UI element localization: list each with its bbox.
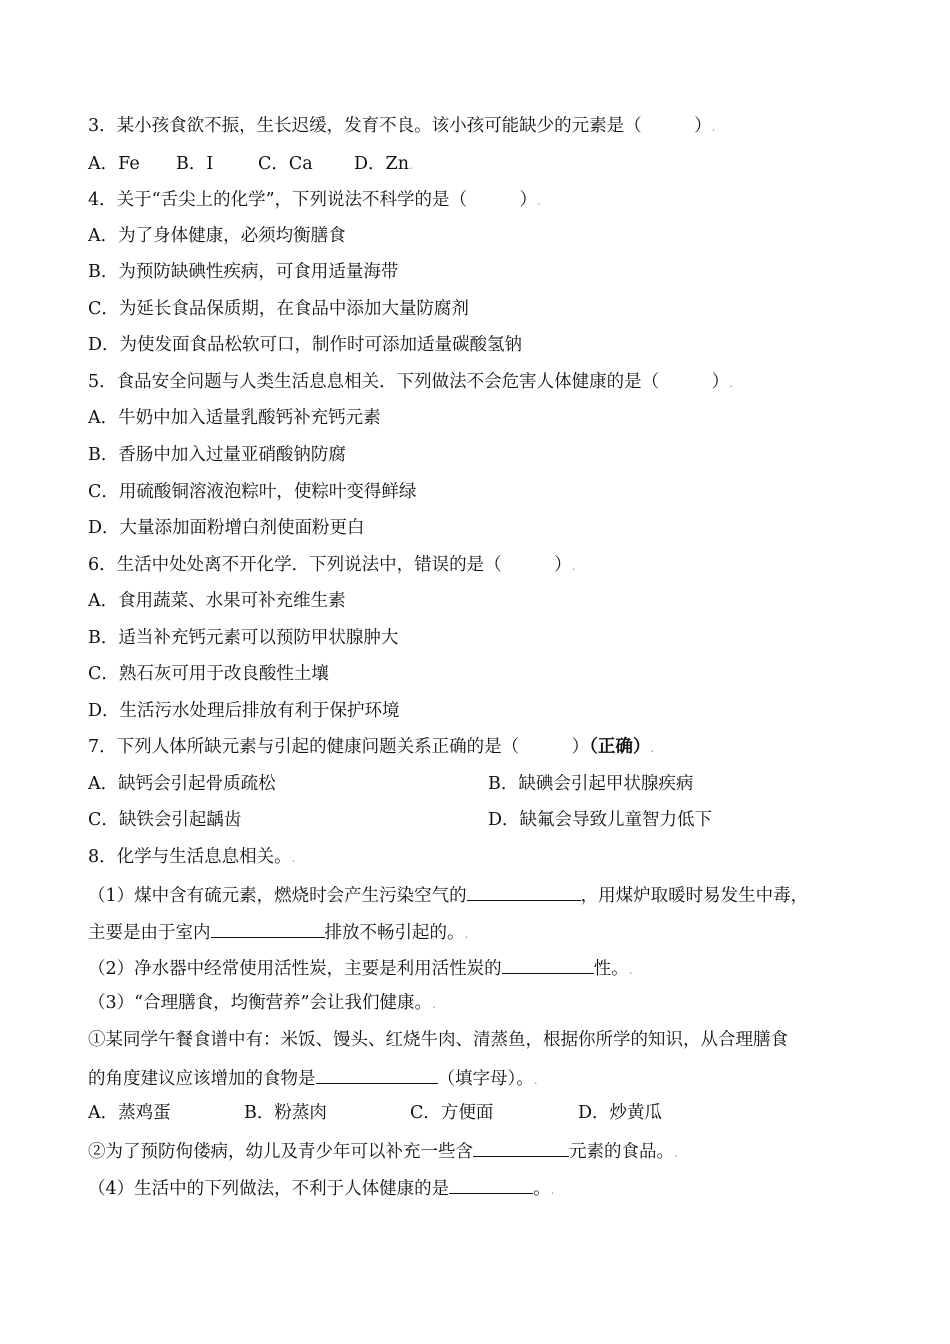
q4-option-b: B．为预防缺碘性疾病，可食用适量海带 xyxy=(88,262,399,282)
q5-option-c: C．用硫酸铜溶液泡粽叶，使粽叶变得鲜绿 xyxy=(88,482,417,502)
q7-answer-tag: （正确） xyxy=(589,737,651,757)
q6-option-b: B．适当补充钙元素可以预防甲状腺肿大 xyxy=(88,628,399,648)
q5-stem: 5．食品安全问题与人类生活息息相关．下列做法不会危害人体健康的是（ ）. xyxy=(88,372,733,392)
q8-part3-options xyxy=(88,1101,662,1125)
q5-option-a: A．牛奶中加入适量乳酸钙补充钙元素 xyxy=(88,408,381,428)
q8-part1-blank2[interactable] xyxy=(211,919,325,938)
q7-option-d: D．缺氟会导致儿童智力低下 xyxy=(488,810,713,830)
q7-stem: 7．下列人体所缺元素与引起的健康问题关系正确的是（ ）（正确）. xyxy=(88,737,655,757)
q8-part4: （4）生活中的下列做法，不利于人体健康的是 。. xyxy=(88,1175,554,1202)
q5-option-d: D．大量添加面粉增白剂使面粉更白 xyxy=(88,518,365,538)
q8-part1-blank1[interactable] xyxy=(467,882,581,901)
q7-option-b: B．缺碘会引起甲状腺疾病 xyxy=(488,774,694,794)
q3-option-c: C．Ca xyxy=(258,154,313,174)
q8-part3-sub1-line2: 的角度建议应该增加的食物是 （填字母）。. xyxy=(88,1065,538,1092)
q8-part2-blank[interactable] xyxy=(502,955,594,974)
q3-stem: 3．某小孩食欲不振，生长迟缓，发育不良。该小孩可能缺少的元素是（ ）. xyxy=(88,116,716,136)
q8-part3-sub2: ②为了预防佝偻病，幼儿及青少年可以补充一些含 元素的食品。. xyxy=(88,1138,678,1165)
q8-option-c: C．方便面 xyxy=(410,1103,494,1123)
q8-part3-blank2[interactable] xyxy=(473,1138,569,1157)
q8-part3-blank1[interactable] xyxy=(316,1065,438,1084)
q8-part4-blank[interactable] xyxy=(449,1175,533,1194)
q4-option-d: D．为使发面食品松软可口，制作时可添加适量碳酸氢钠 xyxy=(88,335,523,355)
q3-option-d: D．Zn xyxy=(354,154,409,174)
q8-part3-sub1-line1: ①某同学午餐食谱中有：米饭、馒头、红烧牛肉、清蒸鱼，根据你所学的知识，从合理膳食 xyxy=(88,1030,788,1050)
q8-option-d: D．炒黄瓜 xyxy=(578,1103,663,1123)
q4-option-a: A．为了身体健康，必须均衡膳食 xyxy=(88,226,346,246)
q8-part1-line2: 主要是由于室内 排放不畅引起的。. xyxy=(88,919,468,946)
q7-option-a: A．缺钙会引起骨质疏松 xyxy=(88,774,276,794)
q8-stem: 8．化学与生活息息相关。. xyxy=(88,847,296,867)
q3-option-a: A．Fe xyxy=(88,154,140,174)
q4-option-c: C．为延长食品保质期，在食品中添加大量防腐剂 xyxy=(88,299,469,319)
q5-option-b: B．香肠中加入过量亚硝酸钠防腐 xyxy=(88,445,346,465)
q4-stem: 4．关于“舌尖上的化学”，下列说法不科学的是（ ）. xyxy=(88,190,541,210)
q6-stem: 6．生活中处处离不开化学．下列说法中，错误的是（ ）. xyxy=(88,555,576,575)
q3-option-b: B．I xyxy=(176,154,214,174)
q6-option-a: A．食用蔬菜、水果可补充维生素 xyxy=(88,591,346,611)
q6-option-c: C．熟石灰可用于改良酸性土壤 xyxy=(88,664,329,684)
q8-part2: （2）净水器中经常使用活性炭，主要是利用活性炭的 性。. xyxy=(88,955,632,982)
q8-part3: （3）“合理膳食，均衡营养”会让我们健康。. xyxy=(88,993,436,1013)
q8-part1-line1: （1）煤中含有硫元素，燃烧时会产生污染空气的 ，用煤炉取暖时易发生中毒， xyxy=(88,882,808,908)
q8-option-a: A．蒸鸡蛋 xyxy=(88,1103,171,1123)
q6-option-d: D．生活污水处理后排放有利于保护环境 xyxy=(88,701,400,721)
q3-options: A．Fe B．I C．Ca D．Zn. xyxy=(88,154,413,174)
q7-option-c: C．缺铁会引起龋齿 xyxy=(88,810,242,830)
q8-option-b: B．粉蒸肉 xyxy=(244,1103,327,1123)
